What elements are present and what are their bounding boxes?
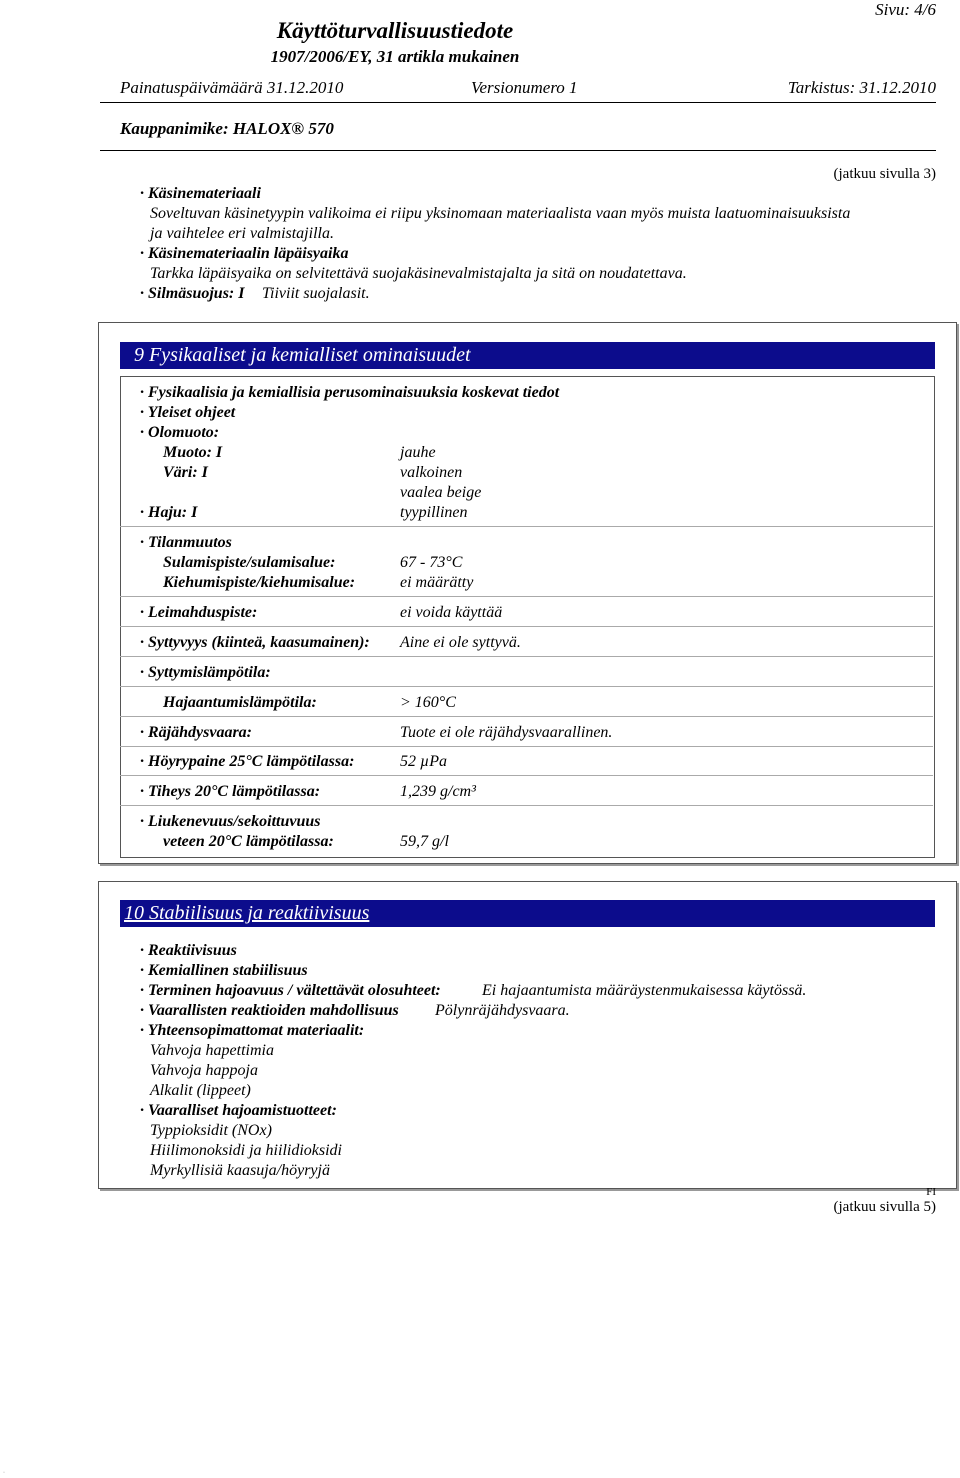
flammability-label: · Syttyvyys (kiinteä, kaasumainen): <box>140 634 370 651</box>
revision-date: Tarkistus: 31.12.2010 <box>787 78 936 97</box>
explosion-hazard-label: · Räjähdysvaara: <box>140 724 252 741</box>
form-label: Muoto: I <box>163 444 223 461</box>
odor-value: tyypillinen <box>400 504 468 521</box>
vapour-pressure-value: 52 µPa <box>400 753 447 770</box>
product-divider <box>100 150 936 151</box>
glove-material-text: Soveltuvan käsinetyypin valikoima ei riipu yksinomaan materiaalista vaan myös muista laatuominaisuuksista <box>150 205 851 222</box>
decomposition-products-label: · Vaaralliset hajoamistuotteet: <box>140 1102 337 1119</box>
ignition-temp-label: · Syttymislämpötila: <box>140 664 271 681</box>
document-subtitle: 1907/2006/EY, 31 artikla mukainen <box>270 47 520 66</box>
color-label: Väri: I <box>163 464 208 481</box>
section-9-title: 9 Fysikaaliset ja kemialliset ominaisuudet <box>134 344 471 366</box>
header-divider <box>100 102 936 103</box>
language-code: FI <box>926 1186 936 1198</box>
thermal-decomposition-value: Ei hajaantumista määräystenmukaisessa käytössä. <box>482 982 807 999</box>
list-item: Vahvoja hapettimia <box>150 1042 274 1059</box>
continued-from: (jatkuu sivulla 3) <box>833 166 936 182</box>
row-divider <box>120 775 933 776</box>
melting-point-label: Sulamispiste/sulamisalue: <box>163 554 336 571</box>
row-divider <box>120 656 933 657</box>
list-item: Vahvoja happoja <box>150 1062 258 1079</box>
row-divider <box>120 716 933 717</box>
boiling-point-value: ei määrätty <box>400 574 474 591</box>
row-divider <box>120 596 933 597</box>
eye-protection-text: Tiiviit suojalasit. <box>262 285 370 302</box>
section-10-header <box>120 900 935 927</box>
document-title: Käyttöturvallisuustiedote <box>276 18 514 43</box>
section-10-title: 10 Stabiilisuus ja reaktiivisuus <box>124 902 370 924</box>
eye-protection-label: · Silmäsuojus: I <box>140 285 245 302</box>
section-9-header <box>120 342 935 369</box>
incompatible-materials-label: · Yhteensopimattomat materiaalit: <box>140 1022 365 1039</box>
page-mark: · <box>3 1470 5 1476</box>
hazardous-reactions-value: Pölynräjähdysvaara. <box>435 1002 570 1019</box>
hazardous-reactions-label: · Vaarallisten reaktioiden mahdollisuus <box>140 1002 399 1019</box>
vapour-pressure-label: · Höyrypaine 25°C lämpötilassa: <box>140 753 355 770</box>
color-value-2: vaalea beige <box>400 484 482 501</box>
decomposition-temp-value: > 160°C <box>400 694 456 711</box>
row-divider <box>120 746 933 747</box>
continued-on: (jatkuu sivulla 5) <box>833 1199 936 1215</box>
list-item: Myrkyllisiä kaasuja/höyryjä <box>150 1162 330 1179</box>
row-divider <box>120 626 933 627</box>
list-item: Typpioksidit (NOx) <box>150 1122 272 1139</box>
flammability-value: Aine ei ole syttyvä. <box>400 634 521 651</box>
decomposition-temp-label: Hajaantumislämpötila: <box>163 694 317 711</box>
solubility-label: · Liukenevuus/sekoittuvuus <box>140 813 321 830</box>
density-label: · Tiheys 20°C lämpötilassa: <box>140 783 321 800</box>
product-name: Kauppanimike: HALOX® 570 <box>120 119 334 138</box>
density-value: 1,239 g/cm³ <box>400 783 476 800</box>
row-divider <box>120 526 933 527</box>
print-date: Painatuspäivämäärä 31.12.2010 <box>120 78 344 97</box>
glove-material-text-cont: ja vaihtelee eri valmistajilla. <box>150 225 334 242</box>
solubility-value: 59,7 g/l <box>400 833 449 850</box>
page-number: Sivu: 4/6 <box>875 0 936 19</box>
form-value: jauhe <box>400 444 436 461</box>
penetration-time-text: Tarkka läpäisyaika on selvitettävä suojakäsinevalmistajalta ja sitä on noudatettava. <box>150 265 687 282</box>
state-change-label: · Tilanmuutos <box>140 534 232 551</box>
explosion-hazard-value: Tuote ei ole räjähdysvaarallinen. <box>400 724 613 741</box>
thermal-decomposition-label: · Terminen hajoavuus / vältettävät olosuhteet: <box>140 982 441 999</box>
penetration-time-label: · Käsinemateriaalin läpäisyaika <box>140 245 349 262</box>
version-number: Versionumero 1 <box>471 78 578 97</box>
row-divider <box>120 686 933 687</box>
boiling-point-label: Kiehumispiste/kiehumisalue: <box>163 574 356 591</box>
row-divider <box>120 805 933 806</box>
list-item: Hiilimonoksidi ja hiilidioksidi <box>150 1142 342 1159</box>
appearance-label: · Olomuoto: <box>140 424 220 441</box>
general-info-label: · Yleiset ohjeet <box>140 404 236 421</box>
list-item: Alkalit (lippeet) <box>150 1082 251 1099</box>
basic-info-label: · Fysikaalisia ja kemiallisia perusominaisuuksia koskevat tiedot <box>140 384 560 401</box>
melting-point-value: 67 - 73°C <box>400 554 463 571</box>
flash-point-value: ei voida käyttää <box>400 604 503 621</box>
flash-point-label: · Leimahduspiste: <box>140 604 258 621</box>
chemical-stability-label: · Kemiallinen stabiilisuus <box>140 962 308 979</box>
color-value: valkoinen <box>400 464 463 481</box>
odor-label: · Haju: I <box>140 504 198 521</box>
reactivity-label: · Reaktiivisuus <box>140 942 237 959</box>
glove-material-label: · Käsinemateriaali <box>140 185 261 202</box>
solubility-label-cont: veteen 20°C lämpötilassa: <box>163 833 334 850</box>
